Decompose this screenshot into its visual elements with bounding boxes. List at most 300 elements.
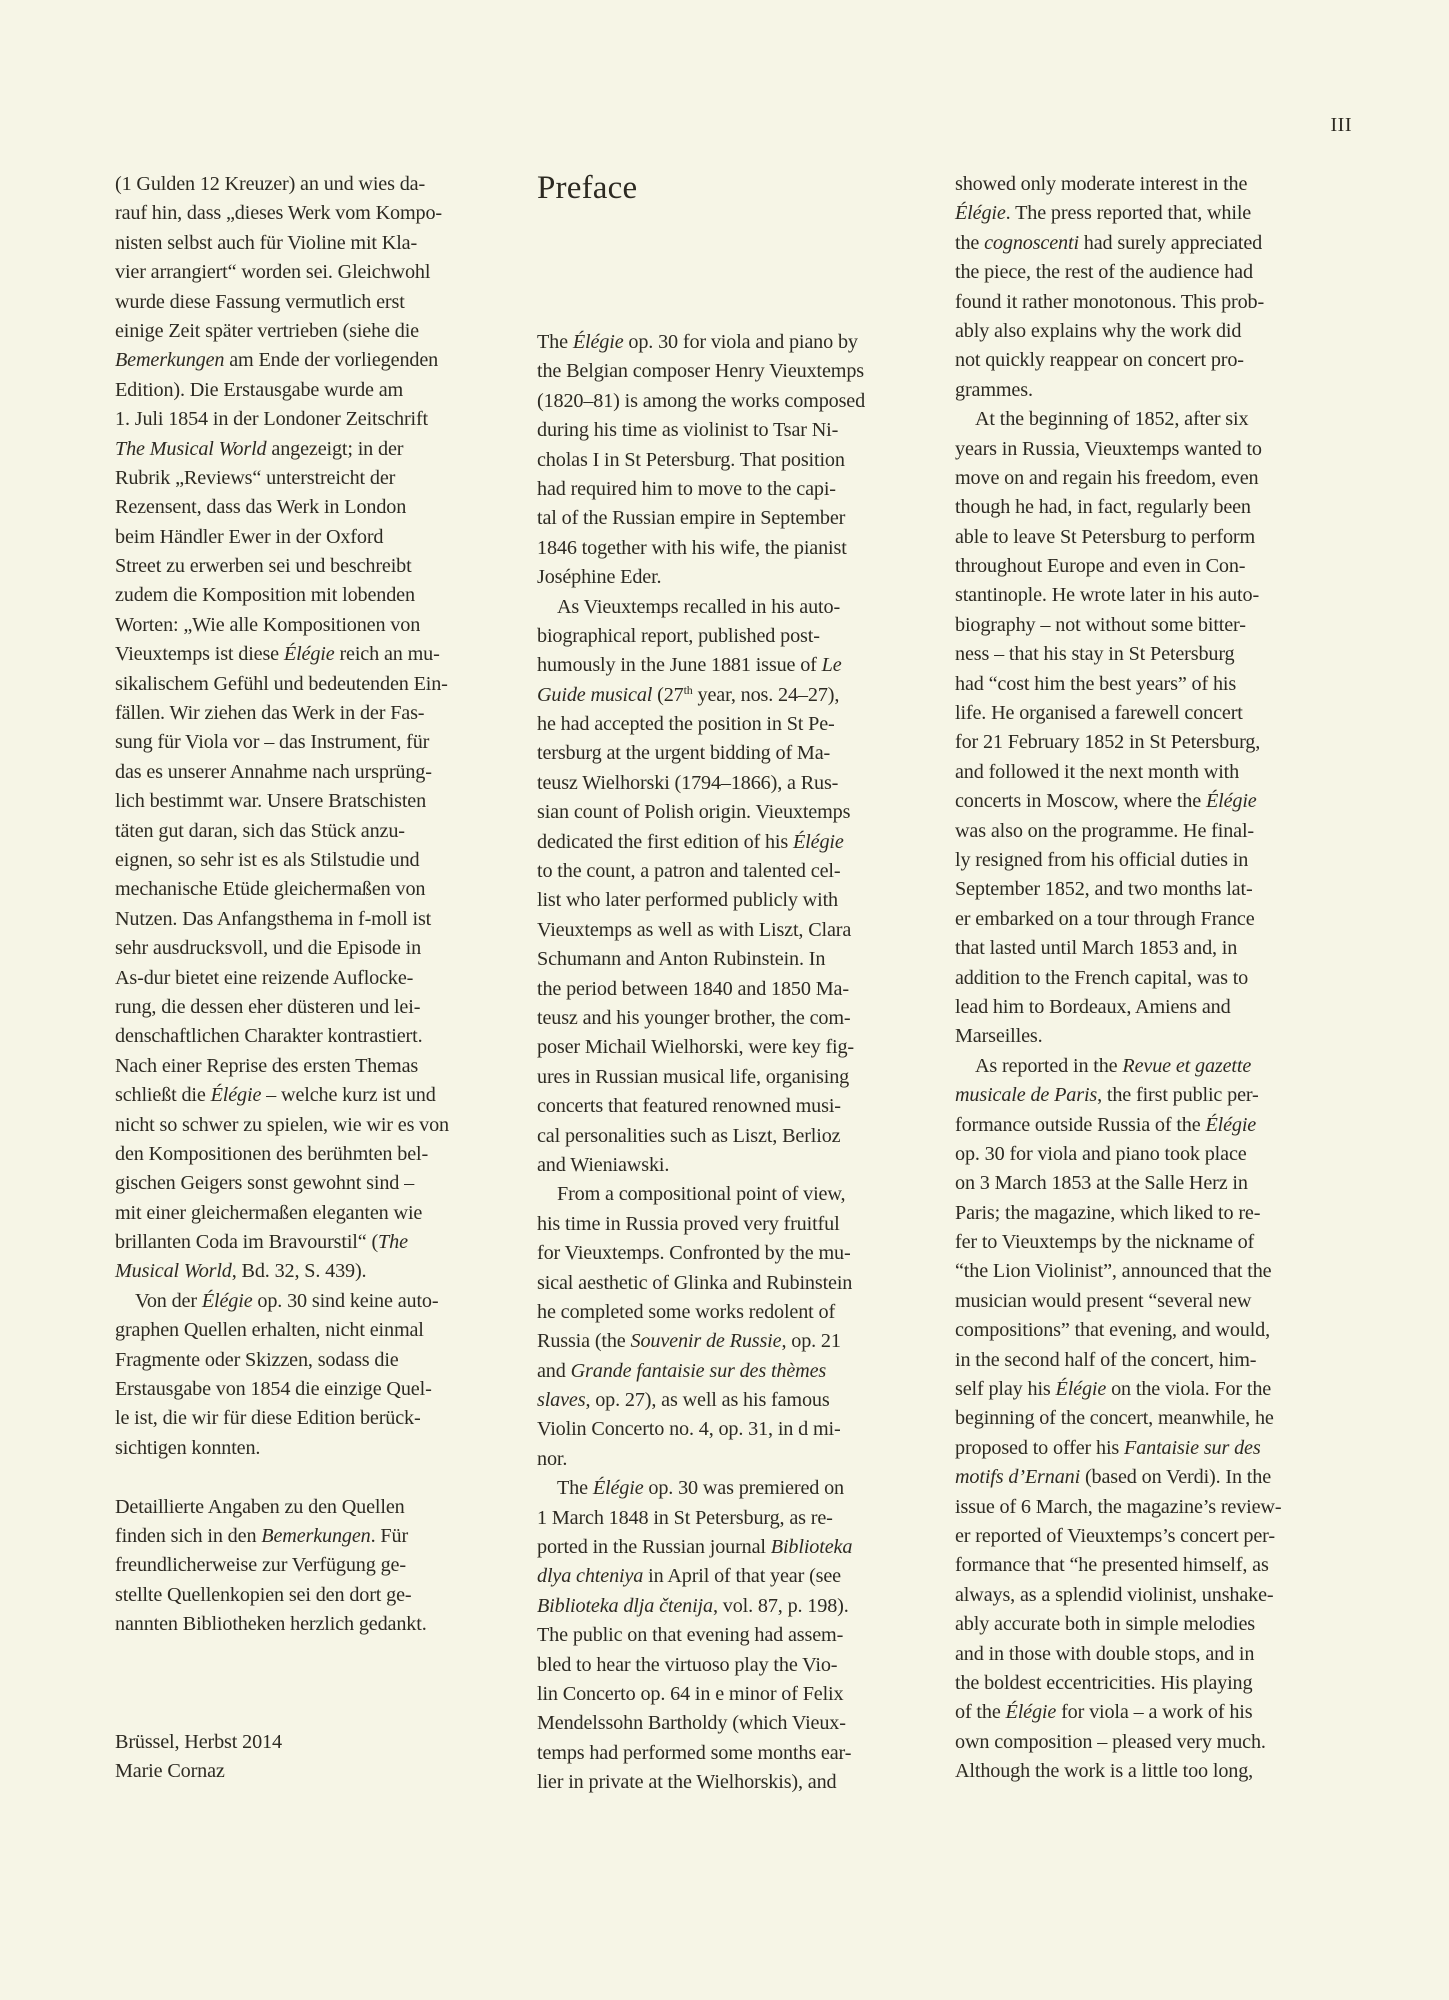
text-line bbox=[115, 787, 515, 816]
text-line bbox=[115, 905, 515, 934]
text: 1 March 1848 in St Petersburg, as re- bbox=[537, 1506, 833, 1529]
text: Street zu erwerben sei und beschreibt bbox=[115, 555, 412, 578]
text: throughout Europe and even in Con- bbox=[955, 555, 1246, 578]
italic-text: cognoscenti bbox=[984, 231, 1079, 254]
text: ably accurate both in simple melodies bbox=[955, 1613, 1255, 1636]
text-line bbox=[537, 1269, 937, 1298]
text-line bbox=[955, 964, 1355, 993]
text-line bbox=[955, 1404, 1355, 1433]
text-line bbox=[115, 1140, 515, 1169]
text-line bbox=[955, 229, 1355, 258]
text: had “cost him the best years” of his bbox=[955, 672, 1237, 695]
text: nisten selbst auch für Violine mit Kla- bbox=[115, 231, 418, 254]
text-line bbox=[537, 1562, 937, 1591]
text: Fragmente oder Skizzen, sodass die bbox=[115, 1348, 399, 1371]
text-line bbox=[537, 1621, 937, 1650]
text: formance outside Russia of the bbox=[955, 1113, 1206, 1136]
text: op. 30 for viola and piano by bbox=[623, 331, 858, 353]
text-line bbox=[955, 1052, 1355, 1081]
text: and followed it the next month with bbox=[955, 760, 1240, 783]
text-line bbox=[955, 1463, 1355, 1492]
text: his time in Russia proved very fruitful bbox=[537, 1212, 840, 1235]
text-line bbox=[115, 1111, 515, 1140]
column-left-german-preface bbox=[115, 170, 515, 1786]
text: to the count, a patron and talented cel- bbox=[537, 860, 841, 883]
text-line bbox=[537, 1415, 937, 1444]
text-line bbox=[955, 581, 1355, 610]
text: Mendelssohn Bartholdy (which Vieux- bbox=[537, 1712, 846, 1735]
text: grammes. bbox=[955, 378, 1033, 401]
text: Schumann and Anton Rubinstein. In bbox=[537, 948, 826, 971]
text-line bbox=[115, 1287, 515, 1316]
text: At the beginning of 1852, after six bbox=[975, 408, 1249, 431]
text-line bbox=[115, 258, 515, 287]
text: den Kompositionen des berühmten bel- bbox=[115, 1142, 429, 1165]
text: sehr ausdrucksvoll, und die Episode in bbox=[115, 937, 422, 960]
text: fällen. Wir ziehen das Werk in der Fas- bbox=[115, 702, 425, 725]
text: and Wieniawski. bbox=[537, 1153, 670, 1176]
text: and in those with double stops, and in bbox=[955, 1642, 1255, 1665]
text-line bbox=[955, 1610, 1355, 1639]
blank-line bbox=[115, 1463, 515, 1492]
text-line bbox=[955, 1169, 1355, 1198]
text-line bbox=[537, 1474, 937, 1503]
italic-text: The Musical World bbox=[115, 437, 267, 460]
text-line bbox=[537, 1327, 937, 1356]
text: dedicated the first edition of his bbox=[537, 830, 793, 853]
text-line bbox=[115, 376, 515, 405]
text-line bbox=[955, 493, 1355, 522]
text: concerts that featured renowned musi- bbox=[537, 1095, 841, 1118]
text-line bbox=[955, 846, 1355, 875]
italic-text: Biblioteka dlja čtenija bbox=[537, 1594, 713, 1617]
text: Brüssel, Herbst 2014 bbox=[115, 1730, 282, 1753]
text-line bbox=[115, 846, 515, 875]
blank-line bbox=[115, 1698, 515, 1727]
text: always, as a splendid violinist, unshake- bbox=[955, 1583, 1274, 1606]
text: ures in Russian musical life, organising bbox=[537, 1065, 850, 1088]
text-line bbox=[115, 1257, 515, 1286]
text-line bbox=[537, 1445, 937, 1474]
text-line bbox=[537, 1004, 937, 1033]
text-line bbox=[115, 1169, 515, 1198]
text-line bbox=[537, 886, 937, 915]
text: 1. Juli 1854 in der Londoner Zeitschrift bbox=[115, 408, 429, 431]
text: lin Concerto op. 64 in e minor of Felix bbox=[537, 1682, 844, 1705]
text-line bbox=[537, 1386, 937, 1415]
text-line bbox=[115, 1404, 515, 1433]
italic-text: Élégie bbox=[1205, 1113, 1257, 1136]
page-number: III bbox=[1330, 114, 1352, 136]
text: ported in the Russian journal bbox=[537, 1536, 771, 1559]
text-line bbox=[955, 993, 1355, 1022]
text-line bbox=[537, 1298, 937, 1327]
text: sichtigen konnten. bbox=[115, 1436, 261, 1459]
text-line bbox=[115, 1434, 515, 1463]
text: fer to Vieuxtemps by the nickname of bbox=[955, 1231, 1255, 1254]
text-line bbox=[537, 1122, 937, 1151]
text-line bbox=[537, 416, 937, 445]
text-line bbox=[955, 758, 1355, 787]
text-line bbox=[537, 563, 937, 592]
text-line bbox=[955, 1640, 1355, 1669]
text-line bbox=[537, 857, 937, 886]
text: bled to hear the virtuoso play the Vio- bbox=[537, 1653, 838, 1676]
text-line bbox=[955, 934, 1355, 963]
text-line bbox=[115, 1728, 515, 1757]
text: . Für bbox=[370, 1524, 409, 1547]
italic-text: Élégie bbox=[1055, 1378, 1107, 1401]
text: er embarked on a tour through France bbox=[955, 907, 1255, 930]
text-line bbox=[955, 1316, 1355, 1345]
text-line bbox=[537, 534, 937, 563]
text-line bbox=[115, 817, 515, 846]
text: (1 Gulden 12 Kreuzer) an und wies da- bbox=[115, 173, 426, 195]
text-line bbox=[955, 1257, 1355, 1286]
text: had surely appreciated bbox=[1078, 231, 1263, 254]
text: tal of the Russian empire in September bbox=[537, 507, 846, 530]
text-line bbox=[537, 475, 937, 504]
text: sical aesthetic of Glinka and Rubinstein bbox=[537, 1271, 853, 1294]
text-line bbox=[955, 258, 1355, 287]
text-line bbox=[955, 1757, 1355, 1786]
text-line bbox=[537, 769, 937, 798]
text: showed only moderate interest in the bbox=[955, 173, 1248, 195]
text: beim Händler Ewer in der Oxford bbox=[115, 525, 384, 548]
text: beginning of the concert, meanwhile, he bbox=[955, 1407, 1274, 1430]
italic-text: The bbox=[378, 1231, 408, 1254]
text-line bbox=[537, 1651, 937, 1680]
text: formance that “he presented himself, as bbox=[955, 1554, 1269, 1577]
text: (1820–81) is among the works composed bbox=[537, 389, 866, 412]
text: , Bd. 32, S. 439). bbox=[231, 1260, 367, 1283]
text-line bbox=[537, 1680, 937, 1709]
text: the boldest eccentricities. His playing bbox=[955, 1671, 1253, 1694]
text-line bbox=[955, 787, 1355, 816]
italic-text: Élégie bbox=[210, 1084, 262, 1107]
text: not quickly reappear on concert pro- bbox=[955, 349, 1244, 372]
text: during his time as violinist to Tsar Ni- bbox=[537, 419, 839, 442]
text-line bbox=[955, 1081, 1355, 1110]
text: biography – not without some bitter- bbox=[955, 613, 1246, 636]
text: teusz and his younger brother, the com- bbox=[537, 1006, 851, 1029]
text-line bbox=[115, 1551, 515, 1580]
text-line bbox=[115, 552, 515, 581]
text-line bbox=[955, 170, 1355, 199]
text: he completed some works redolent of bbox=[537, 1300, 836, 1323]
text: lier in private at the Wielhorskis), and bbox=[537, 1771, 837, 1794]
text: poser Michail Wielhorski, were key fig- bbox=[537, 1036, 854, 1059]
text-line bbox=[537, 651, 937, 680]
preface-heading: Preface bbox=[537, 170, 638, 206]
italic-text: Guide musical bbox=[537, 683, 653, 706]
text: sian count of Polish origin. Vieuxtemps bbox=[537, 801, 851, 824]
italic-text: Revue et gazette bbox=[1122, 1054, 1252, 1077]
text: cal personalities such as Liszt, Berlioz bbox=[537, 1124, 841, 1147]
text: the Belgian composer Henry Vieuxtemps bbox=[537, 360, 865, 383]
text-line bbox=[955, 1434, 1355, 1463]
text: Violin Concerto no. 4, op. 31, in d mi- bbox=[537, 1418, 841, 1441]
text: compositions” that evening, and would, bbox=[955, 1319, 1271, 1342]
text: move on and regain his freedom, even bbox=[955, 466, 1259, 489]
italic-text: Bemerkungen bbox=[261, 1524, 371, 1547]
text-line bbox=[955, 1669, 1355, 1698]
text-line bbox=[115, 523, 515, 552]
text-line bbox=[115, 1610, 515, 1639]
text-line bbox=[537, 798, 937, 827]
text-line bbox=[537, 357, 937, 386]
text-line bbox=[955, 905, 1355, 934]
text: of the bbox=[955, 1701, 1006, 1724]
text: (27 bbox=[652, 683, 684, 706]
text: the period between 1840 and 1850 Ma- bbox=[537, 977, 849, 1000]
text-line bbox=[537, 593, 937, 622]
text-line bbox=[955, 1728, 1355, 1757]
text-line bbox=[115, 1052, 515, 1081]
text: had required him to move to the capi- bbox=[537, 477, 836, 500]
italic-text: Le bbox=[821, 654, 842, 677]
text-line bbox=[955, 1111, 1355, 1140]
italic-text: Élégie bbox=[592, 1477, 644, 1500]
text-line bbox=[955, 817, 1355, 846]
text: years in Russia, Vieuxtemps wanted to bbox=[955, 437, 1262, 460]
text-line bbox=[115, 728, 515, 757]
text: the bbox=[955, 231, 985, 254]
text-line bbox=[955, 1346, 1355, 1375]
text: er reported of Vieuxtemps’s concert per- bbox=[955, 1524, 1275, 1547]
text-line bbox=[115, 435, 515, 464]
text: Von der bbox=[135, 1289, 202, 1312]
text: Nach einer Reprise des ersten Themas bbox=[115, 1054, 419, 1077]
text: graphen Quellen erhalten, nicht einmal bbox=[115, 1319, 424, 1342]
text-line bbox=[537, 446, 937, 475]
text: ly resigned from his official duties in bbox=[955, 848, 1249, 871]
text-line bbox=[115, 934, 515, 963]
text-line bbox=[115, 288, 515, 317]
text-line bbox=[955, 1228, 1355, 1257]
text: on 3 March 1853 at the Salle Herz in bbox=[955, 1172, 1248, 1195]
text: Edition). Die Erstausgabe wurde am bbox=[115, 378, 404, 401]
text-line bbox=[115, 229, 515, 258]
text-line bbox=[537, 945, 937, 974]
text: list who later performed publicly with bbox=[537, 889, 838, 912]
text: that lasted until March 1853 and, in bbox=[955, 937, 1238, 960]
text-line bbox=[115, 170, 515, 199]
text-line bbox=[955, 317, 1355, 346]
text-line bbox=[955, 1493, 1355, 1522]
text-line bbox=[537, 1768, 937, 1797]
text: – welche kurz ist und bbox=[261, 1084, 436, 1107]
text-line bbox=[955, 1551, 1355, 1580]
blank-line bbox=[115, 1640, 515, 1669]
text: reich an mu- bbox=[334, 643, 440, 666]
italic-text: dlya chteniya bbox=[537, 1565, 644, 1588]
text: Marie Cornaz bbox=[115, 1760, 225, 1783]
text: Vieuxtemps as well as with Liszt, Clara bbox=[537, 918, 852, 941]
italic-text: Élégie bbox=[793, 830, 844, 853]
text-line bbox=[115, 1022, 515, 1051]
text-line bbox=[115, 1199, 515, 1228]
text: nannten Bibliotheken herzlich gedankt. bbox=[115, 1613, 427, 1636]
text: The bbox=[557, 1477, 593, 1500]
text-line bbox=[955, 464, 1355, 493]
text-line bbox=[955, 1698, 1355, 1727]
text-line bbox=[537, 710, 937, 739]
text: sung für Viola vor – das Instrument, für bbox=[115, 731, 430, 754]
text: wurde diese Fassung vermutlich erst bbox=[115, 290, 405, 313]
text-line bbox=[955, 670, 1355, 699]
text: in April of that year (see bbox=[643, 1565, 841, 1588]
text: able to leave St Petersburg to perform bbox=[955, 525, 1256, 548]
text: the piece, the rest of the audience had bbox=[955, 261, 1253, 284]
text: The public on that evening had assem- bbox=[537, 1624, 844, 1647]
text-line bbox=[955, 699, 1355, 728]
text-line bbox=[955, 1522, 1355, 1551]
text: September 1852, and two months lat- bbox=[955, 878, 1253, 901]
text-line bbox=[115, 993, 515, 1022]
text: eignen, so sehr ist es als Stilstudie und bbox=[115, 848, 420, 871]
blank-line bbox=[115, 1669, 515, 1698]
text-line bbox=[955, 346, 1355, 375]
text: ably also explains why the work did bbox=[955, 319, 1242, 342]
text: Paris; the magazine, which liked to re- bbox=[955, 1201, 1261, 1224]
text-line bbox=[537, 1357, 937, 1386]
text: op. 30 for viola and piano took place bbox=[955, 1142, 1247, 1165]
text-line bbox=[115, 581, 515, 610]
text: einige Zeit später vertrieben (siehe die bbox=[115, 319, 419, 342]
text-line bbox=[955, 1287, 1355, 1316]
text-line bbox=[537, 504, 937, 533]
text: täten gut daran, sich das Stück anzu- bbox=[115, 819, 405, 842]
text-line bbox=[955, 728, 1355, 757]
text: From a compositional point of view, bbox=[557, 1183, 846, 1206]
text: lead him to Bordeaux, Amiens and bbox=[955, 995, 1231, 1018]
text: finden sich in den bbox=[115, 1524, 262, 1547]
text: own composition – pleased very much. bbox=[955, 1730, 1266, 1753]
text: nicht so schwer zu spielen, wie wir es von bbox=[115, 1113, 449, 1136]
text: proposed to offer his bbox=[955, 1436, 1125, 1459]
text: Marseilles. bbox=[955, 1025, 1043, 1048]
text: stellte Quellenkopien sei den dort ge- bbox=[115, 1583, 412, 1606]
text: Nutzen. Das Anfangsthema in f-moll ist bbox=[115, 907, 432, 930]
text: for viola – a work of his bbox=[1056, 1701, 1253, 1724]
text: though he had, in fact, regularly been bbox=[955, 496, 1251, 519]
text-line bbox=[537, 387, 937, 416]
text-line bbox=[537, 739, 937, 768]
text-line bbox=[115, 1346, 515, 1375]
text-line bbox=[537, 1180, 937, 1209]
text: stantinople. He wrote later in his auto- bbox=[955, 584, 1260, 607]
italic-text: Musical World bbox=[115, 1260, 232, 1283]
text-line bbox=[955, 1375, 1355, 1404]
text: temps had performed some months ear- bbox=[537, 1741, 852, 1764]
text: on the viola. For the bbox=[1106, 1378, 1272, 1401]
text: , op. 21 bbox=[781, 1330, 841, 1353]
italic-text: Grande fantaisie sur des thèmes bbox=[570, 1359, 827, 1382]
text-line bbox=[955, 523, 1355, 552]
text-line bbox=[115, 964, 515, 993]
text: schließt die bbox=[115, 1084, 211, 1107]
text-line bbox=[537, 622, 937, 651]
text: , the first public per- bbox=[1097, 1084, 1259, 1107]
text: rung, die dessen eher düsteren und lei- bbox=[115, 995, 421, 1018]
text: mechanische Etüde gleichermaßen von bbox=[115, 878, 426, 901]
text-line bbox=[955, 875, 1355, 904]
text: “the Lion Violinist”, announced that the bbox=[955, 1260, 1272, 1283]
italic-text: motifs d’Ernani bbox=[955, 1466, 1081, 1489]
text-line bbox=[537, 1533, 937, 1562]
text-line bbox=[115, 875, 515, 904]
text: tersburg at the urgent bidding of Ma- bbox=[537, 742, 831, 765]
text-line bbox=[115, 317, 515, 346]
text: mit einer gleichermaßen eleganten wie bbox=[115, 1201, 423, 1224]
text: Russia (the bbox=[537, 1330, 631, 1353]
text-line bbox=[115, 640, 515, 669]
text-line bbox=[115, 1316, 515, 1345]
text-line bbox=[537, 828, 937, 857]
text: (based on Verdi). In the bbox=[1080, 1466, 1272, 1489]
text-line bbox=[955, 199, 1355, 228]
italic-text: Fantaisie sur des bbox=[1124, 1436, 1261, 1459]
italic-text: Élégie bbox=[201, 1289, 253, 1312]
text: biographical report, published post- bbox=[537, 624, 820, 647]
italic-text: Biblioteka bbox=[770, 1536, 853, 1559]
text: lich bestimmt war. Unsere Bratschisten bbox=[115, 790, 427, 813]
text-line bbox=[955, 435, 1355, 464]
text-line bbox=[537, 1709, 937, 1738]
italic-text: Souvenir de Russie bbox=[630, 1330, 782, 1353]
column-middle-english-preface bbox=[537, 170, 937, 1798]
text-line bbox=[537, 1033, 937, 1062]
text-line bbox=[955, 611, 1355, 640]
text: Joséphine Eder. bbox=[537, 566, 662, 589]
text-line bbox=[537, 681, 937, 710]
text: Erstausgabe von 1854 die einzige Quel- bbox=[115, 1378, 432, 1401]
text: As Vieuxtemps recalled in his auto- bbox=[557, 595, 841, 618]
text-line bbox=[115, 1757, 515, 1786]
text-line bbox=[115, 1228, 515, 1257]
text: musician would present “several new bbox=[955, 1289, 1252, 1312]
text: , op. 27), as well as his famous bbox=[585, 1389, 830, 1412]
text: Worten: „Wie alle Kompositionen von bbox=[115, 613, 421, 636]
text-line bbox=[115, 493, 515, 522]
text: 1846 together with his wife, the pianist bbox=[537, 536, 847, 559]
text: Detaillierte Angaben zu den Quellen bbox=[115, 1495, 405, 1518]
text: Rezensent, dass das Werk in London bbox=[115, 496, 407, 519]
text: issue of 6 March, the magazine’s review- bbox=[955, 1495, 1282, 1518]
text-line bbox=[537, 328, 937, 357]
text: das es unserer Annahme nach ursprüng- bbox=[115, 760, 432, 783]
text-line bbox=[955, 1140, 1355, 1169]
text: Rubrik „Reviews“ unterstreicht der bbox=[115, 466, 396, 489]
text: As reported in the bbox=[975, 1054, 1123, 1077]
text-line bbox=[537, 1239, 937, 1268]
text: life. He organised a farewell concert bbox=[955, 702, 1243, 725]
text-line bbox=[955, 288, 1355, 317]
text-line bbox=[537, 916, 937, 945]
text: le ist, die wir für diese Edition berück- bbox=[115, 1407, 421, 1430]
text: rauf hin, dass „dieses Werk vom Kompo- bbox=[115, 202, 443, 225]
text-line bbox=[955, 405, 1355, 434]
italic-text: Élégie bbox=[1005, 1701, 1057, 1724]
text-line bbox=[537, 1592, 937, 1621]
text-line bbox=[537, 1063, 937, 1092]
text-line bbox=[537, 1504, 937, 1533]
column-right-english-preface bbox=[955, 170, 1355, 1786]
text-line bbox=[115, 670, 515, 699]
text-line bbox=[115, 464, 515, 493]
heading-spacer bbox=[537, 208, 937, 328]
